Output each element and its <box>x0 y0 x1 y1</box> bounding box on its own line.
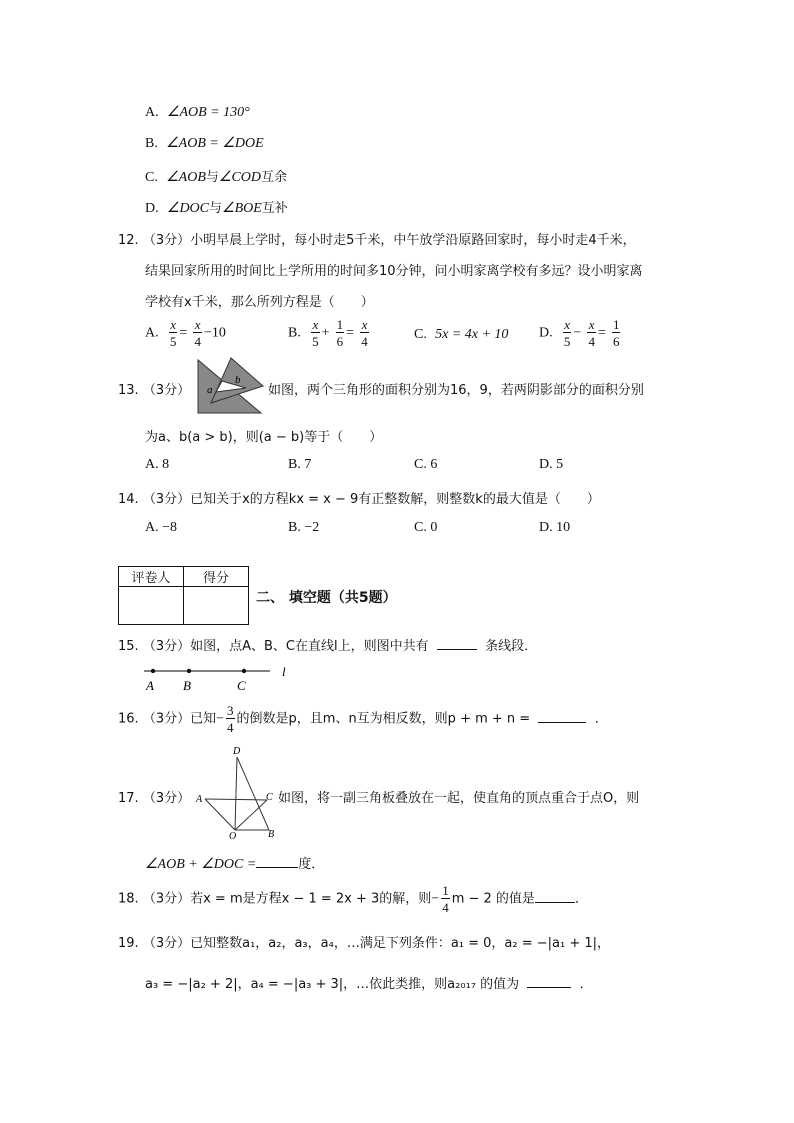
q17-line2: ∠AOB + ∠DOC = 度． <box>145 857 325 872</box>
q19-answer-blank[interactable] <box>527 987 571 988</box>
q12-option-b: B. $\frac{x}{5}$ + $\frac{1}{6}$ = $\frac{x}{4}$ <box>288 317 368 349</box>
q11-option-b: B. ∠AOB = ∠DOE <box>145 136 264 151</box>
q11-option-c: C. ∠AOB与∠COD互余 <box>145 170 288 185</box>
q15-label-b: B <box>183 678 191 693</box>
q17-segment-ao <box>205 799 235 830</box>
q15-answer-blank[interactable] <box>437 649 477 650</box>
q15-point-b <box>187 669 191 673</box>
q13-option-a: A. 8 <box>145 457 170 472</box>
q16-line: 16. （3分）已知− $\frac{3}{4}$ 的倒数是p，且m、n互为相反数，则p + m + n = ． <box>118 703 608 735</box>
q17-segment-od <box>235 757 237 830</box>
score-table-grader-cell[interactable] <box>119 587 184 625</box>
q11-option-d: D. ∠DOC与∠BOE互补 <box>145 201 288 216</box>
q17-segment-ac <box>205 799 267 800</box>
score-table-header-score: 得分 <box>184 567 249 587</box>
q12-option-c: C. 5x = 4x + 10 <box>414 327 509 342</box>
q18-line: 18. （3分）若x = m是方程x − 1 = 2x + 3的解，则− $\frac{1}{4}$ m − 2 的值是 ． <box>118 883 588 915</box>
q13-label-a: a <box>207 384 213 396</box>
q14-option-a: A. −8 <box>145 520 178 535</box>
q17-line1: 如图，将一副三角板叠放在一起，使直角的顶点重合于点O，则 <box>278 791 640 806</box>
q15-point-a <box>151 669 155 673</box>
q17-label-o: O <box>229 831 237 840</box>
q13-option-c: C. 6 <box>414 457 438 472</box>
q15-point-c <box>242 669 246 673</box>
q16-answer-blank[interactable] <box>538 722 586 723</box>
q17-segment-db <box>237 757 269 830</box>
q14-line: 14. （3分）已知关于x的方程kx = x − 9有正整数解，则整数k的最大值是（ ） <box>118 492 600 507</box>
q19-line2: a₃ = −|a₂ + 2|，a₄ = −|a₃ + 3|，…依此类推，则a₂₀₁₇ 的值为 ． <box>145 977 593 992</box>
score-table-score-cell[interactable] <box>184 587 249 625</box>
q15-line: 15. （3分）如图，点A、B、C在直线l上，则图中共有 条线段． <box>118 639 538 654</box>
q13-option-b: B. 7 <box>288 457 312 472</box>
q12-line3: 学校有x千米，那么所列方程是（ ） <box>145 295 374 310</box>
q11-option-a: A. ∠AOB = 130° <box>145 105 250 120</box>
q19-line1: 19. （3分）已知整数a₁，a₂，a₃，a₄，…满足下列条件：a₁ = 0，a₂ = −|a₁ + 1|， <box>118 936 611 951</box>
score-table-header-grader: 评卷人 <box>119 567 184 587</box>
q14-option-d: D. 10 <box>539 520 571 535</box>
q12-option-a: A. $\frac{x}{5}$ = $\frac{x}{4}$ −10 <box>145 317 226 349</box>
q13-line1: 如图，两个三角形的面积分别为16，9，若两阴影部分的面积分别 <box>268 383 644 398</box>
q15-label-l: l <box>282 664 286 679</box>
score-table <box>118 566 249 625</box>
q14-option-c: C. 0 <box>414 520 438 535</box>
q17-label: 17. （3分） <box>118 791 191 806</box>
q17-label-a: A <box>196 794 203 805</box>
q15-line-figure <box>140 660 300 694</box>
q17-answer-blank[interactable] <box>256 867 298 868</box>
q13-label-b: b <box>235 374 241 386</box>
q13-option-d: D. 5 <box>539 457 564 472</box>
q12-option-d: D. $\frac{x}{5}$ − $\frac{x}{4}$ = $\frac{1}{6}$ <box>539 317 620 349</box>
q13-label: 13. （3分） <box>118 383 191 398</box>
q12-line2: 结果回家所用的时间比上学所用的时间多10分钟，问小明家离学校有多远？设小明家离 <box>145 264 643 279</box>
q18-answer-blank[interactable] <box>535 902 575 903</box>
q15-label-a: A <box>146 678 154 693</box>
q13-line2: 为a、b(a > b)，则(a − b)等于（ ） <box>145 430 383 445</box>
q17-label-b: B <box>268 829 275 840</box>
q14-option-b: B. −2 <box>288 520 320 535</box>
section-heading: 二、 填空题（共5题） <box>256 590 397 606</box>
q15-label-c: C <box>237 678 246 693</box>
q12-line1: 12. （3分）小明早晨上学时，每小时走5千米，中午放学沿原路回家时，每小时走4千米， <box>118 233 636 248</box>
q17-label-c: C <box>266 792 273 803</box>
q17-label-d: D <box>233 746 241 757</box>
q17-triangles-figure <box>193 742 277 840</box>
q13-triangles-figure <box>195 356 267 416</box>
